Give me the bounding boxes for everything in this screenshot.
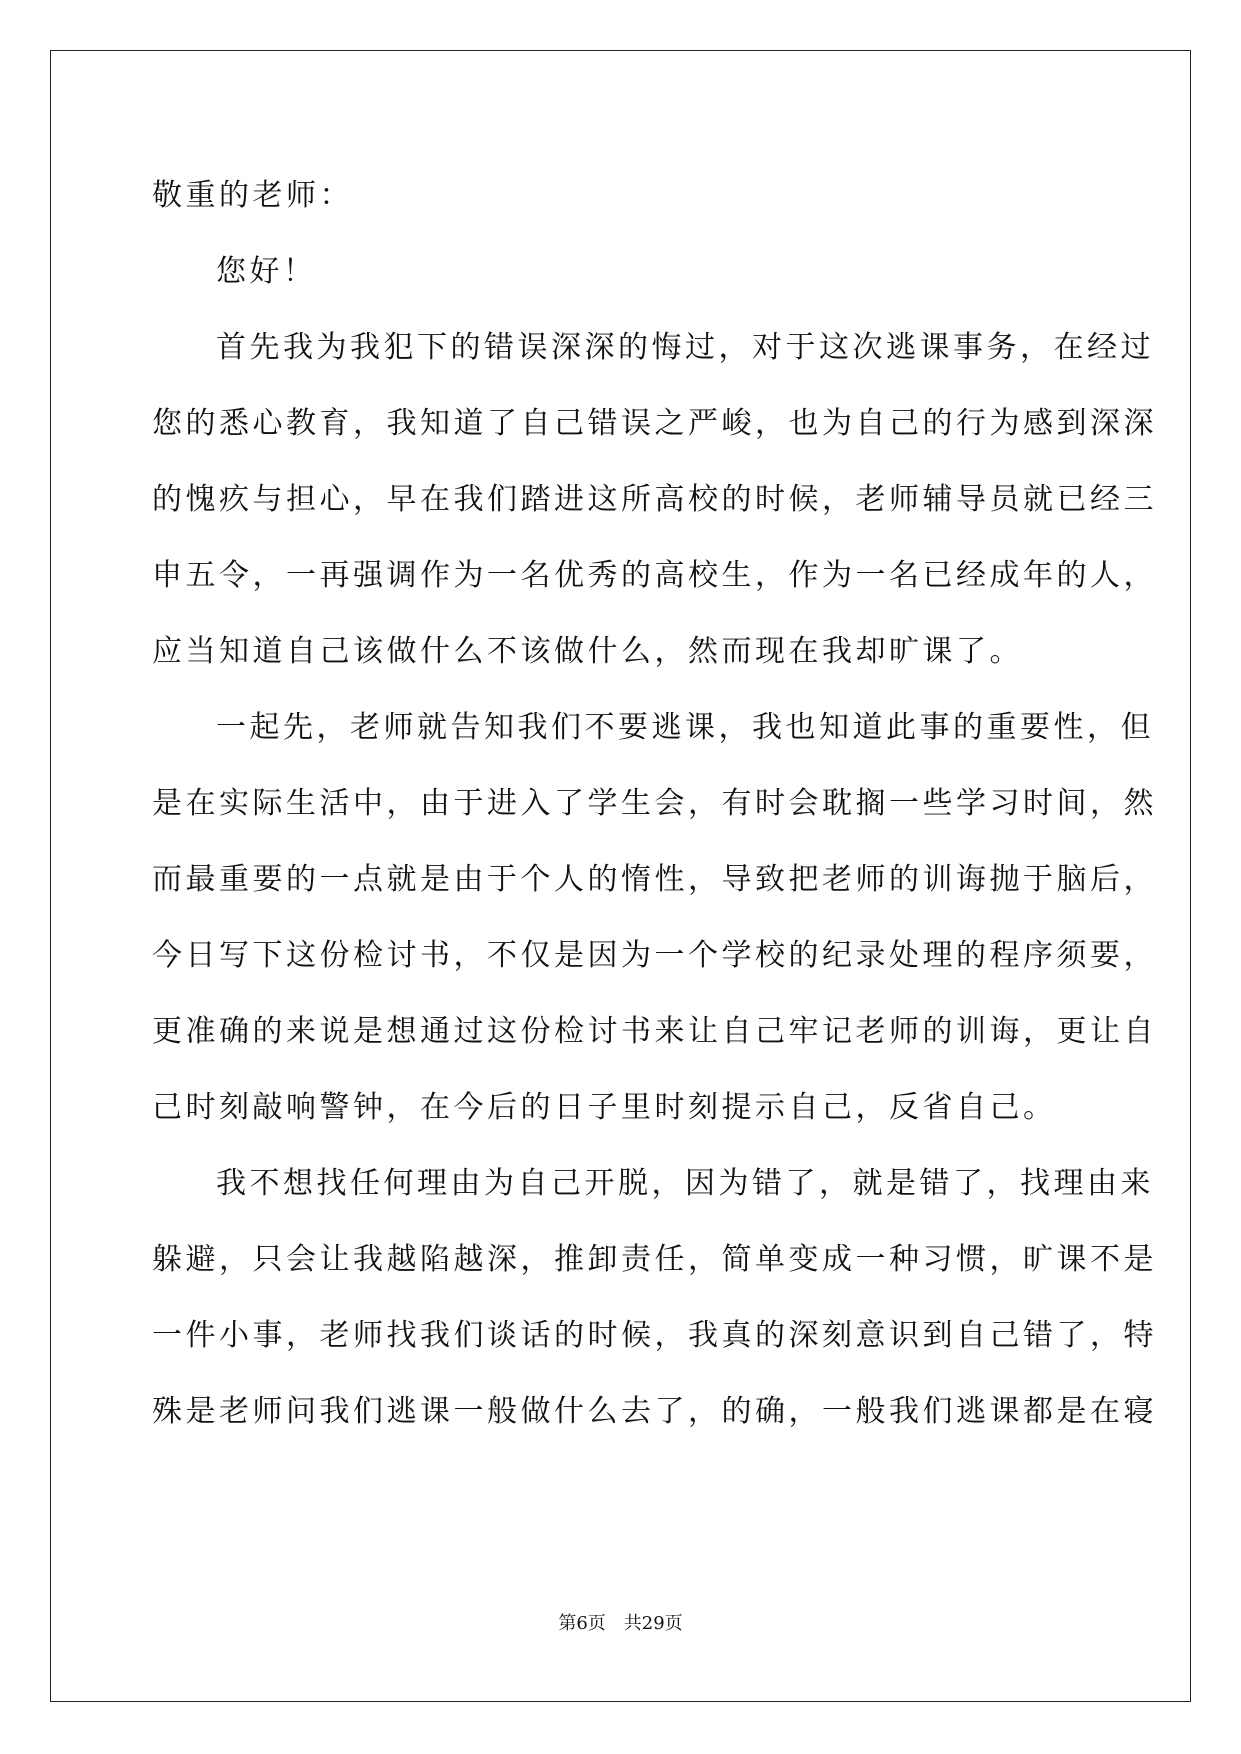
salutation: 敬重的老师：	[152, 178, 353, 213]
total-suffix: 页	[664, 1613, 683, 1634]
total-pages: 29	[641, 1613, 665, 1634]
greeting: 您好！	[216, 254, 317, 289]
paragraph-line: 一件小事，老师找我们谈话的时候，我真的深刻意识到自己错了，特	[152, 1318, 1157, 1353]
paragraph-line: 的愧疚与担心，早在我们踏进这所高校的时候，老师辅导员就已经三	[152, 482, 1157, 517]
page-number: 6	[576, 1613, 588, 1634]
paragraph-line: 今日写下这份检讨书，不仅是因为一个学校的纪录处理的程序须要，	[152, 938, 1157, 973]
paragraph-line: 首先我为我犯下的错误深深的悔过，对于这次逃课事务，在经过	[216, 330, 1154, 365]
page-suffix: 页	[587, 1613, 606, 1634]
paragraph-line: 己时刻敲响警钟，在今后的日子里时刻提示自己，反省自己。	[152, 1090, 1057, 1125]
paragraph-line: 躲避，只会让我越陷越深，推卸责任，简单变成一种习惯，旷课不是	[152, 1242, 1157, 1277]
page-label: 第	[558, 1613, 577, 1634]
paragraph-line: 我不想找任何理由为自己开脱，因为错了，就是错了，找理由来	[216, 1166, 1154, 1201]
paragraph-line: 殊是老师问我们逃课一般做什么去了，的确，一般我们逃课都是在寝	[152, 1394, 1157, 1429]
paragraph-line: 而最重要的一点就是由于个人的惰性，导致把老师的训诲抛于脑后，	[152, 862, 1157, 897]
paragraph-1	[152, 310, 1157, 690]
document-body	[152, 158, 1157, 1450]
paragraph-2	[152, 690, 1157, 1146]
paragraph-3	[152, 1146, 1157, 1450]
paragraph-line: 应当知道自己该做什么不该做什么，然而现在我却旷课了。	[152, 634, 1023, 669]
paragraph-line: 是在实际生活中，由于进入了学生会，有时会耽搁一些学习时间，然	[152, 786, 1157, 821]
total-label: 共	[623, 1613, 642, 1634]
paragraph-line: 一起先，老师就告知我们不要逃课，我也知道此事的重要性，但	[216, 710, 1154, 745]
page-footer	[0, 1612, 1241, 1636]
paragraph-line: 申五令，一再强调作为一名优秀的高校生，作为一名已经成年的人，	[152, 558, 1157, 593]
paragraph-line: 更准确的来说是想通过这份检讨书来让自己牢记老师的训诲，更让自	[152, 1014, 1157, 1049]
paragraph-line: 您的悉心教育，我知道了自己错误之严峻，也为自己的行为感到深深	[152, 406, 1157, 441]
